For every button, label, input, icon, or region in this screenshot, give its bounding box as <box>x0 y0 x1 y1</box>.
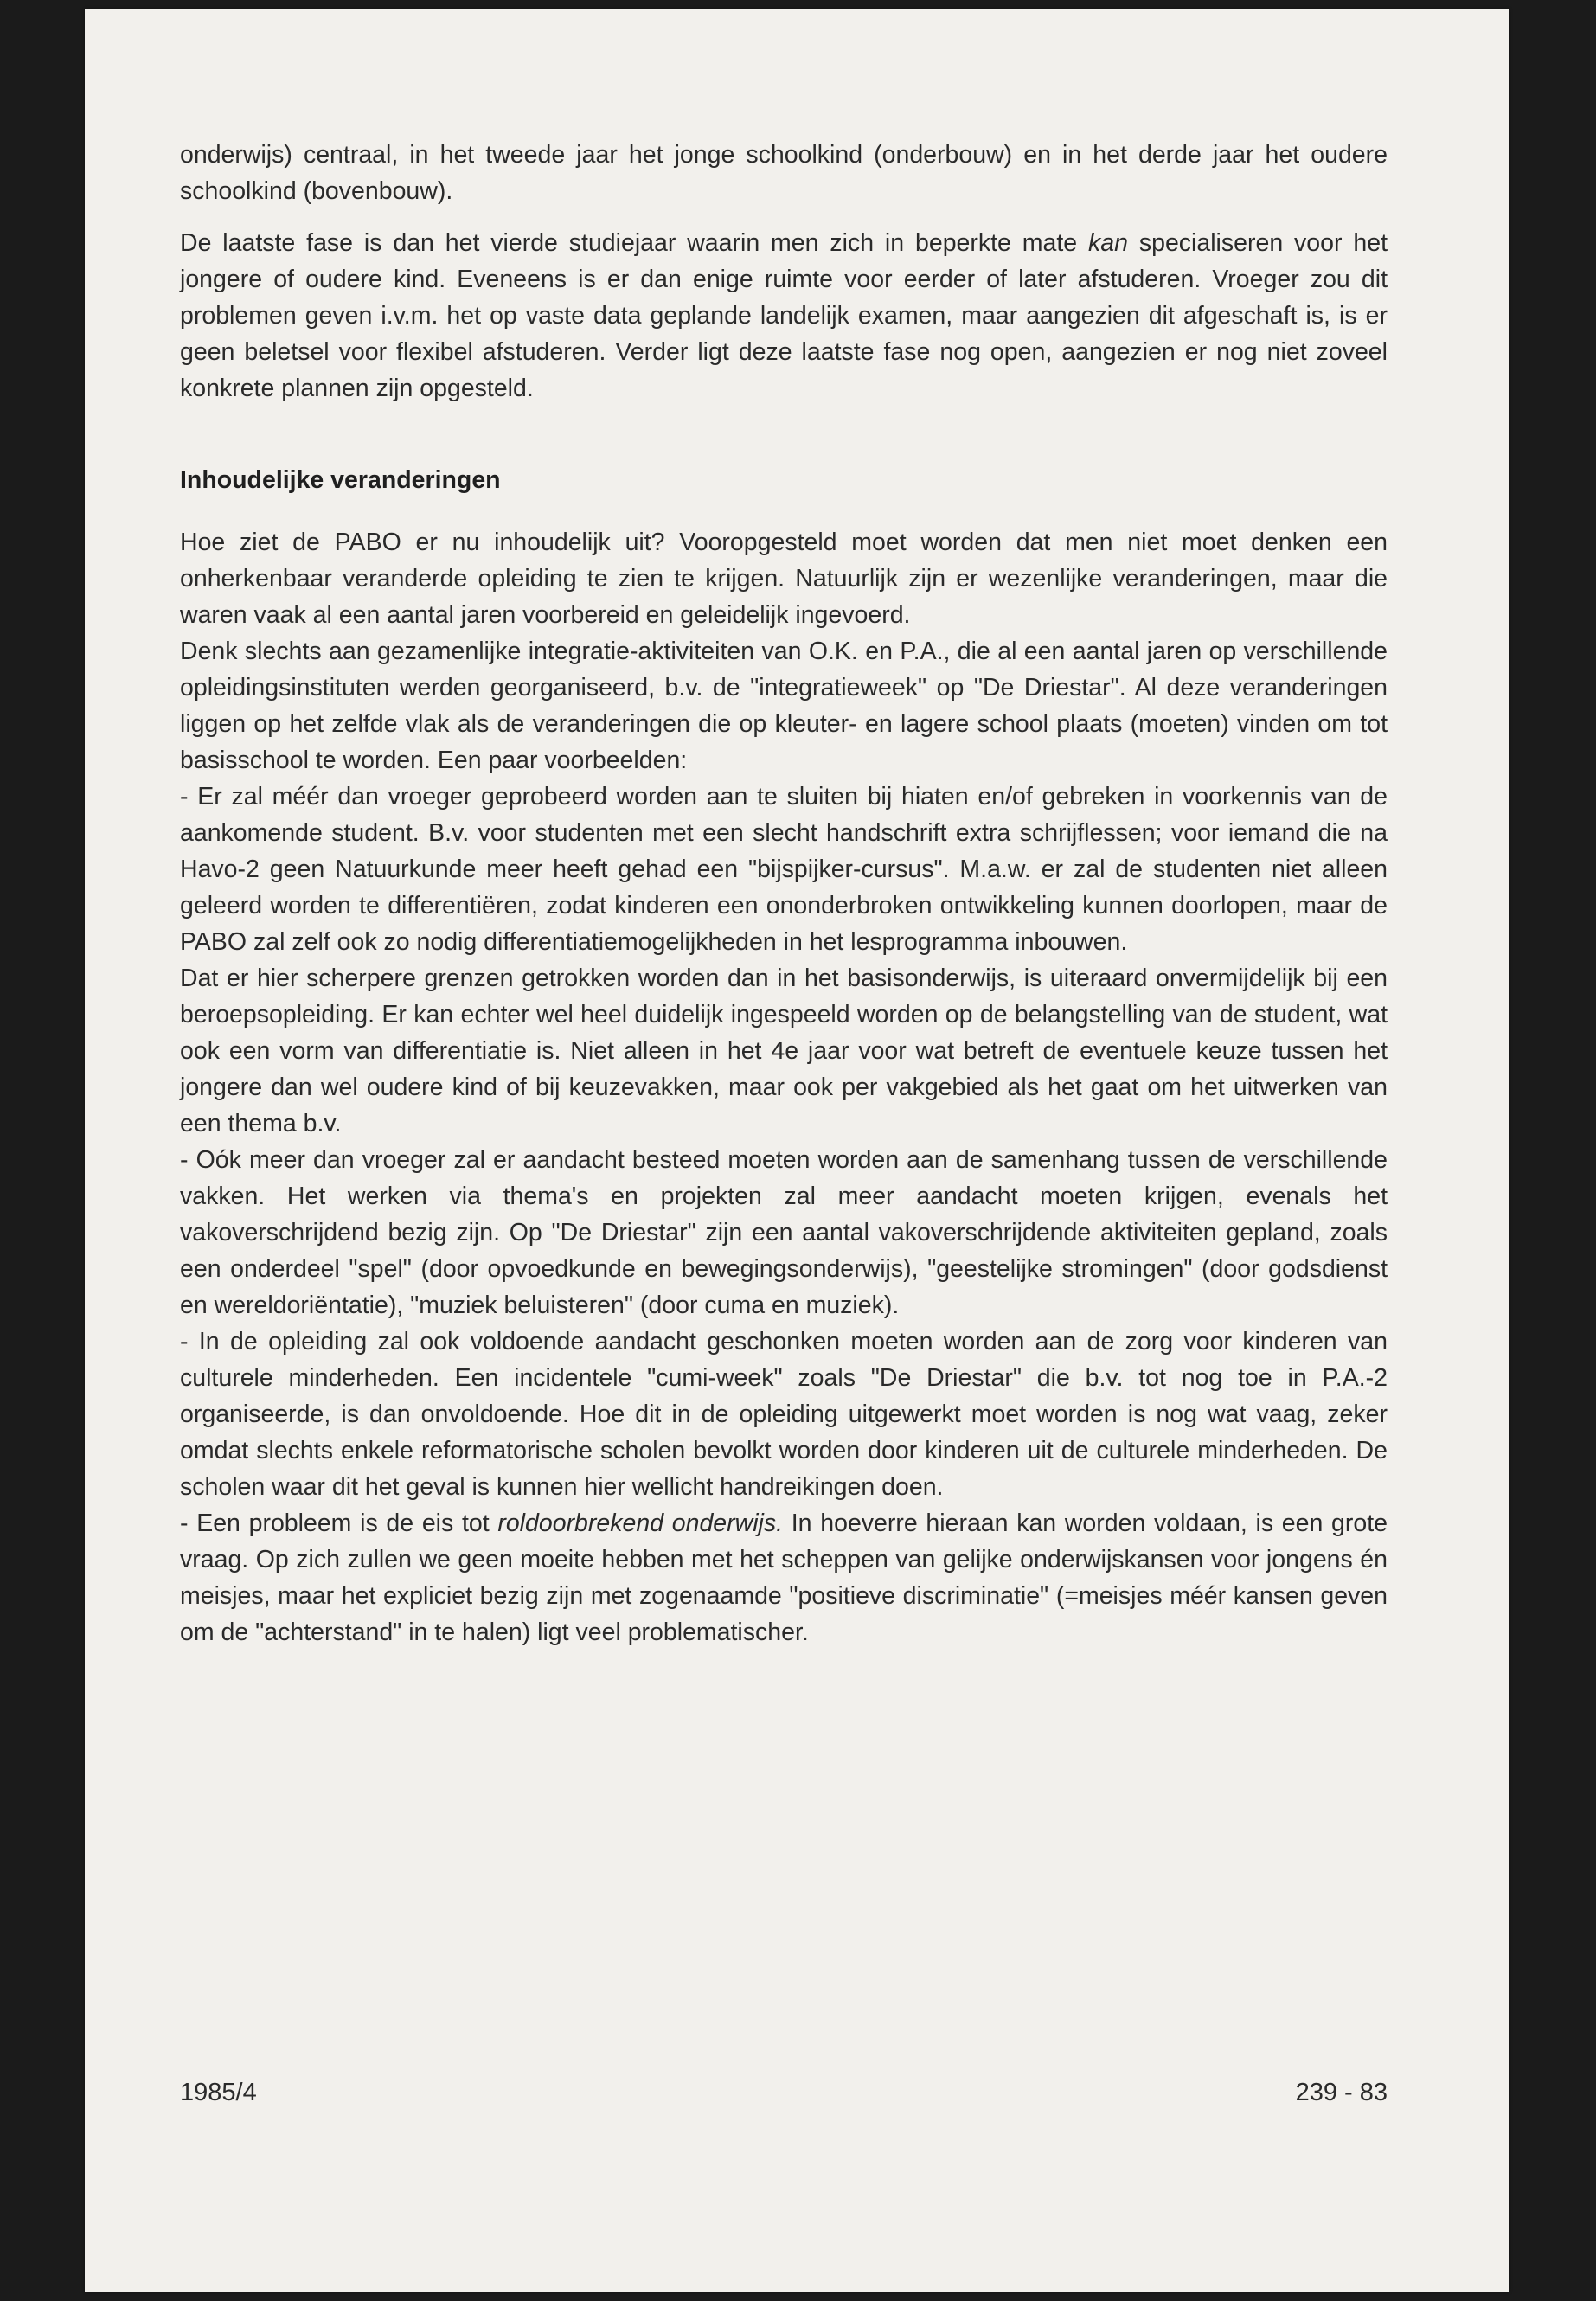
section-heading: Inhoudelijke veranderingen <box>180 466 501 494</box>
document-page <box>85 9 1509 2292</box>
paragraph-final-phase <box>180 225 1388 407</box>
paragraph-text: - Een probleem is de eis tot <box>180 1509 498 1537</box>
paragraph-example-roles <box>180 1505 1388 1650</box>
footer-issue: 1985/4 <box>180 2079 257 2106</box>
paragraph-content-question: Hoe ziet de PABO er nu inhoudelijk uit? Vooropgesteld moet worden dat men niet moet denken een onherkenbaar veranderde opleiding te zien te krijgen. Natuurlijk zijn er wezenlijke veranderingen, maar die waren vaak al een aantal jaren voorbereid en geleidelijk ingevoerd. <box>180 529 1388 629</box>
paragraph-text: De laatste fase is dan het vierde studiejaar waarin men zich in beperkte mate <box>180 229 1089 257</box>
paragraph-integration: Denk slechts aan gezamenlijke integratie-aktiviteiten van O.K. en P.A., die al een aantal jaren op verschillende opleidingsinstituten werden georganiseerd, b.v. de "integratieweek" op "De Driestar". Al deze veranderingen liggen op het zelfde vlak als de veranderingen die op kleuter- en lagere school plaats (moeten) vinden om tot basisschool te worden. Een paar voorbeelden: <box>180 638 1388 774</box>
article-body <box>180 137 1388 1650</box>
paragraph-example-coherence: - Oók meer dan vroeger zal er aandacht besteed moeten worden aan de samenhang tussen de verschillende vakken. Het werken via thema's en projekten zal meer aandacht moeten krijgen, evenals het vakoverschrijdend bezig zijn. Op "De Driestar" zijn een aantal vakoverschrijdende aktiviteiten gepland, zoals een onderdeel "spel" (door opvoedkunde en bewegingsonderwijs), "geestelijke stromingen" (door godsdienst en wereldoriëntatie), "muziek beluisteren" (door cuma en muziek). <box>180 1146 1388 1319</box>
paragraph-boundaries: Dat er hier scherpere grenzen getrokken worden dan in het basisonderwijs, is uiteraard onvermijdelijk bij een beroepsopleiding. Er kan echter wel heel duidelijk ingespeeld worden op de belangstelling van de student, wat ook een vorm van differentiatie is. Niet alleen in het 4e jaar voor wat betreft de eventuele keuze tussen het jongere dan wel oudere kind of bij keuzevakken, maar ook per vakgebied als het gaat om het uitwerken van een thema b.v. <box>180 965 1388 1138</box>
emphasis-roldoorbrekend: roldoorbrekend onderwijs. <box>497 1509 784 1537</box>
footer-page-number: 239 - 83 <box>1295 2079 1388 2106</box>
paragraph-text: specialiseren voor het jongere of oudere kind. Eveneens is er dan enige ruimte voor eerder of later afstuderen. Vroeger zou dit problemen geven i.v.m. het op vaste data geplande landelijk examen, maar aangezien dit afgeschaft is, is er geen beletsel voor flexibel afstuderen. Verder ligt deze laatste fase nog open, aangezien er nog niet zoveel konkrete plannen zijn opgesteld. <box>180 229 1388 402</box>
paragraph-example-minorities: - In de opleiding zal ook voldoende aandacht geschonken moeten worden aan de zorg voor kinderen van culturele minderheden. Een incidentele "cumi-week" zoals "De Driestar" die b.v. tot nog toe in P.A.-2 organiseerde, is dan onvoldoende. Hoe dit in de opleiding uitgewerkt moet worden is nog wat vaag, zeker omdat slechts enkele reformatorische scholen bevolkt worden door kinderen uit de culturele minderheden. De scholen waar dit het geval is kunnen hier wellicht handreikingen doen. <box>180 1328 1388 1501</box>
paragraph-intro: onderwijs) centraal, in het tweede jaar het jonge schoolkind (onderbouw) en in het derde jaar het oudere schoolkind (bovenbouw). <box>180 141 1388 205</box>
paragraph-text: In hoeverre hieraan kan worden voldaan, is een grote vraag. Op zich zullen we geen moeite hebben met het scheppen van gelijke onderwijskansen voor jongens én meisjes, maar het expliciet bezig zijn met zogenaamde "positieve discriminatie" (=meisjes méér kansen geven om de "achterstand" in te halen) ligt veel problematischer. <box>180 1509 1388 1646</box>
emphasis-kan: kan <box>1088 229 1128 257</box>
paragraph-example-differentiation: - Er zal méér dan vroeger geprobeerd worden aan te sluiten bij hiaten en/of gebreken in voorkennis van de aankomende student. B.v. voor studenten met een slecht handschrift extra schrijflessen; voor iemand die na Havo-2 geen Natuurkunde meer heeft gehad een "bijspijker-cursus". M.a.w. er zal de studenten niet alleen geleerd worden te differentiëren, zodat kinderen een ononderbroken ontwikkeling kunnen doorlopen, maar de PABO zal zelf ook zo nodig differentiatiemogelijkheden in het lesprogramma inbouwen. <box>180 783 1388 956</box>
